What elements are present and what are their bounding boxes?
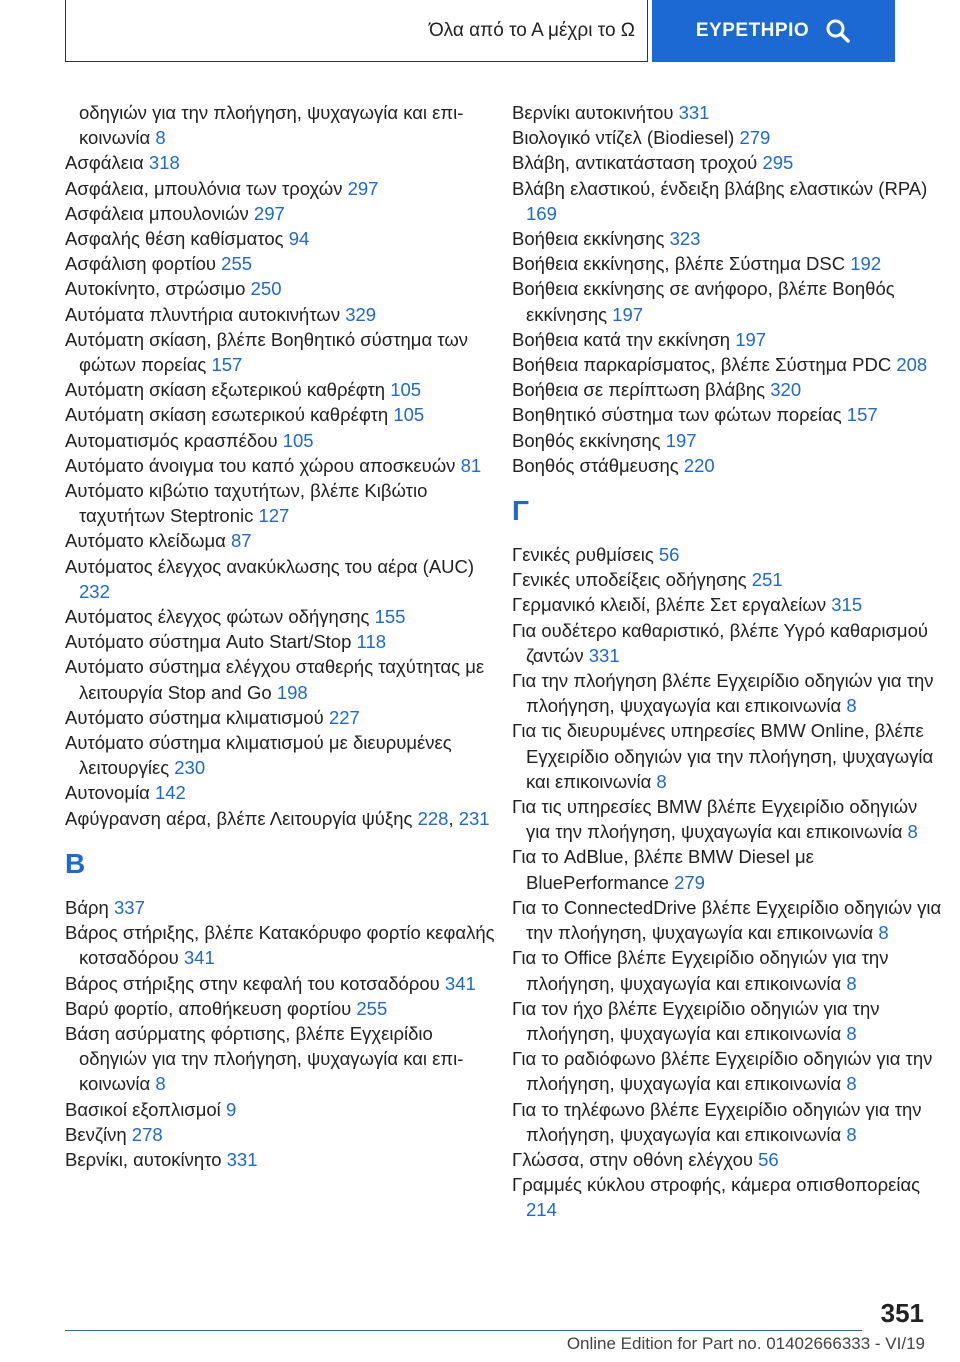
- index-entry: [512, 352, 942, 377]
- index-term: Βάση ασύρματης φόρτισης, βλέπε Εγχειρίδιο οδηγιών για την πλοήγηση, ψυχαγωγία και επικοινωνία: [65, 1022, 464, 1095]
- page-link[interactable]: 331: [226, 1148, 258, 1170]
- index-term: Αυτοκίνητο, στρώσιμο: [65, 278, 246, 300]
- index-entry: [65, 730, 495, 780]
- index-term: Αυτοματισμός κρασπέδου: [65, 429, 278, 451]
- index-term: Αυτόματη σκίαση εξωτερικού καθρέφτη: [65, 379, 386, 401]
- index-term: Αυτόματο σύστημα ελέγχου σταθερής ταχύτητας με λειτουργία Stop and Go: [65, 656, 485, 703]
- index-entry: [65, 327, 495, 377]
- index-entry: [65, 604, 495, 629]
- page-link[interactable]: 279: [739, 127, 771, 149]
- page-link[interactable]: 192: [850, 253, 882, 275]
- index-term: Γλώσσα, στην οθόνη ελέγχου: [512, 1148, 753, 1170]
- index-column-right: [512, 100, 942, 1223]
- index-entry: [65, 705, 495, 730]
- index-entry: [65, 554, 495, 604]
- index-entry: [65, 780, 495, 805]
- page-link[interactable]: 155: [374, 606, 406, 628]
- index-entry: [512, 945, 942, 995]
- index-entry: [65, 1147, 495, 1172]
- index-term: Βοήθεια κατά την εκκίνηση: [512, 328, 731, 350]
- index-entry: [512, 668, 942, 718]
- index-term: Βάρος στήριξης στην κεφαλή του κοτσαδόρου: [65, 972, 440, 994]
- index-entry: [65, 629, 495, 654]
- index-term: Βοήθεια σε περίπτωση βλάβης: [512, 379, 766, 401]
- page-link[interactable]: 228: [417, 807, 449, 829]
- page-link[interactable]: 329: [345, 303, 377, 325]
- index-term: Αυτόματος έλεγχος φώτων οδήγησης: [65, 606, 370, 628]
- page-link[interactable]: 278: [131, 1123, 163, 1145]
- index-entry: [65, 478, 495, 528]
- page-link[interactable]: 227: [328, 706, 360, 728]
- page-separator: ,: [448, 807, 454, 829]
- page-link[interactable]: 323: [669, 228, 701, 250]
- tab-a-to-z-label: Όλα από το Α μέχρι το Ω: [428, 19, 635, 41]
- page-link[interactable]: 8: [878, 922, 889, 944]
- index-term: Βιολογικό ντίζελ (Biodiesel): [512, 127, 735, 149]
- page-link[interactable]: 94: [288, 228, 310, 250]
- index-entry: [65, 654, 495, 704]
- page-link[interactable]: 230: [174, 757, 206, 779]
- page-link[interactable]: 127: [258, 505, 290, 527]
- index-term: Για τον ήχο βλέπε Εγχειρίδιο οδηγιών για την πλοήγηση, ψυχαγωγία και επικοινωνία: [512, 997, 880, 1044]
- index-entry: [65, 176, 495, 201]
- index-entry: [65, 528, 495, 553]
- page-link[interactable]: 8: [155, 1073, 166, 1095]
- page-link[interactable]: 56: [758, 1148, 779, 1170]
- tab-index[interactable]: [652, 0, 895, 62]
- page-link[interactable]: 341: [183, 947, 215, 969]
- index-entry: [65, 150, 495, 175]
- top-navigation: [0, 0, 960, 64]
- index-entry: [65, 276, 495, 301]
- index-entry: [512, 100, 942, 125]
- index-term: Βερνίκι, αυτοκίνητο: [65, 1148, 222, 1170]
- index-entry: [512, 428, 942, 453]
- tab-index-label: ΕΥΡΕΤΗΡΙΟ: [695, 20, 810, 41]
- index-entry: [512, 1046, 942, 1096]
- index-entry: [65, 201, 495, 226]
- index-term: Βενζίνη: [65, 1123, 127, 1145]
- index-entry: [512, 567, 942, 592]
- page-link[interactable]: 105: [393, 404, 425, 426]
- index-entry: [65, 895, 495, 920]
- page-link[interactable]: 297: [347, 177, 379, 199]
- footer-edition: Online Edition for Part no. 01402666333 - VI/19: [566, 1334, 925, 1353]
- index-term: Ασφαλής θέση καθίσματος: [65, 228, 284, 250]
- page-link[interactable]: 250: [250, 278, 282, 300]
- index-entry: [512, 150, 942, 175]
- page-link[interactable]: 105: [390, 379, 422, 401]
- index-entry: [512, 402, 942, 427]
- index-term: Βοήθεια εκκίνησης, βλέπε Σύστημα DSC: [512, 253, 846, 275]
- index-term: Βερνίκι αυτοκινήτου: [512, 102, 674, 123]
- index-letter-heading: Β: [65, 847, 86, 879]
- index-term: Βοήθεια παρκαρίσματος, βλέπε Σύστημα PDC: [512, 354, 892, 376]
- index-term: Αυτόματο κιβώτιο ταχυτήτων, βλέπε Κιβώτιο ταχυτήτων Steptronic: [65, 480, 428, 527]
- index-term: Ασφάλιση φορτίου: [65, 253, 217, 275]
- index-entry: [512, 176, 942, 226]
- index-entry: [512, 542, 942, 567]
- index-term: Αυτόματο άνοιγμα του καπό χώρου αποσκευών: [65, 454, 456, 476]
- page-link[interactable]: 8: [846, 1123, 857, 1145]
- page-link[interactable]: 8: [846, 972, 857, 994]
- page-link[interactable]: 220: [683, 454, 715, 476]
- index-term: Αφύγρανση αέρα, βλέπε Λειτουργία ψύξης: [65, 807, 413, 829]
- index-entry: [512, 718, 942, 794]
- page-link[interactable]: 279: [674, 871, 705, 893]
- page-number: 351: [880, 1298, 924, 1328]
- index-term: Για το τηλέφωνο βλέπε Εγχειρίδιο οδηγιών για την πλοήγηση, ψυχαγωγία και επικοινωνία: [512, 1098, 922, 1145]
- index-entry: [65, 377, 495, 402]
- index-entry: [65, 100, 495, 150]
- index-entry: [512, 276, 942, 326]
- page-link[interactable]: 169: [526, 202, 557, 224]
- index-entry: [512, 592, 942, 617]
- index-term: Για την πλοήγηση βλέπε Εγχειρίδιο οδηγιών για την πλοήγηση, ψυχαγωγία και επικοινωνία: [512, 670, 934, 717]
- index-term: Αυτόματη σκίαση, βλέπε Βοηθητικό σύστημα των φώτων πορείας: [65, 328, 469, 376]
- index-entry: [65, 996, 495, 1021]
- page-link[interactable]: 8: [846, 1022, 857, 1044]
- page-link[interactable]: 9: [225, 1098, 237, 1120]
- index-entry: [512, 1172, 942, 1222]
- page-link[interactable]: 320: [770, 379, 802, 401]
- index-term: Αυτόματο σύστημα Auto Start/Stop: [65, 631, 352, 653]
- page-link[interactable]: 157: [846, 404, 878, 426]
- index-term: Γενικές υποδείξεις οδήγησης: [512, 569, 747, 591]
- index-term: Αυτονομία: [65, 782, 150, 804]
- page-link[interactable]: 8: [846, 1073, 857, 1095]
- index-term: Αυτόματο κλείδωμα: [65, 530, 226, 552]
- page-link[interactable]: 297: [253, 202, 285, 224]
- index-entry: [65, 1097, 495, 1122]
- page-link[interactable]: 105: [282, 429, 314, 451]
- index-term: Βάρη: [65, 896, 109, 918]
- page-link[interactable]: 8: [155, 127, 166, 149]
- page-link[interactable]: 8: [846, 695, 857, 717]
- index-term: Αυτόματο σύστημα κλιματισμού: [65, 706, 324, 728]
- index-term: Για το Office βλέπε Εγχειρίδιο οδηγιών για την πλοήγηση, ψυχαγωγία και επικοινωνία: [512, 947, 889, 994]
- index-entry: [512, 996, 942, 1046]
- index-term: Βοηθός στάθμευσης: [512, 454, 679, 476]
- index-term: Βοηθός εκκίνησης: [512, 429, 661, 451]
- page-link[interactable]: 255: [356, 997, 388, 1019]
- index-entry: [512, 377, 942, 402]
- index-entry: [65, 453, 495, 478]
- index-entry: [512, 327, 942, 352]
- index-entry: [512, 226, 942, 251]
- page-link[interactable]: 232: [79, 580, 110, 602]
- index-entry: [512, 453, 942, 478]
- index-column-left: [65, 100, 495, 1172]
- index-entry: [512, 618, 942, 668]
- page-link[interactable]: 331: [588, 644, 620, 666]
- index-entry: [512, 794, 942, 844]
- index-term: Για τις υπηρεσίες BMW βλέπε Εγχειρίδιο οδηγιών για την πλοήγηση, ψυχαγωγία και επικοινωνία: [512, 796, 918, 843]
- page-link[interactable]: 157: [211, 354, 243, 376]
- tab-a-to-z[interactable]: [65, 0, 648, 62]
- index-entry: [65, 402, 495, 427]
- index-term: Βαρύ φορτίο, αποθήκευση φορτίου: [65, 997, 352, 1019]
- index-entry: [65, 251, 495, 276]
- index-entry: [65, 1122, 495, 1147]
- index-term: Αυτόματα πλυντήρια αυτοκινήτων: [65, 303, 341, 325]
- index-term: Αυτόματο σύστημα κλιματισμού με διευρυμένες λειτουργίες: [65, 732, 452, 779]
- page-link[interactable]: 255: [221, 253, 253, 275]
- page-link[interactable]: 56: [658, 544, 680, 566]
- index-entry: [65, 971, 495, 996]
- index-entry: [65, 806, 495, 831]
- page-link[interactable]: 8: [907, 821, 918, 843]
- page-link[interactable]: 197: [612, 303, 644, 325]
- page-link[interactable]: 198: [276, 681, 308, 703]
- page-link[interactable]: 251: [751, 569, 783, 591]
- index-term: Βοήθεια εκκίνησης: [512, 228, 665, 250]
- index-term: Για το AdBlue, βλέπε BMW Diesel με BluePerformance: [512, 846, 814, 893]
- index-entry: [65, 1021, 495, 1097]
- index-term: Για ουδέτερο καθαριστικό, βλέπε Υγρό καθαρισμού ζαντών: [512, 619, 928, 666]
- index-term: Γραμμές κύκλου στροφής, κάμερα οπισθοπορείας: [512, 1174, 921, 1196]
- index-entry: [512, 844, 942, 894]
- page-link[interactable]: 337: [114, 896, 145, 918]
- page-link[interactable]: 315: [831, 594, 863, 616]
- index-entry: [512, 251, 942, 276]
- index-term: Γερμανικό κλειδί, βλέπε Σετ εργαλείων: [512, 594, 827, 616]
- index-term: Ασφάλεια μπουλονιών: [65, 202, 249, 224]
- index-entry: [512, 125, 942, 150]
- page-link[interactable]: 81: [460, 454, 482, 476]
- page-link[interactable]: 197: [665, 429, 697, 451]
- index-letter-heading: Γ: [512, 495, 529, 527]
- index-entry: [512, 895, 942, 945]
- page-link[interactable]: 231: [458, 807, 490, 829]
- index-term: Βλάβη ελαστικού, ένδειξη βλάβης ελαστικών (RPA): [512, 177, 928, 199]
- index-term: Γενικές ρυθμίσεις: [512, 544, 654, 566]
- index-term: Βλάβη, αντικατάσταση τροχού: [512, 152, 758, 174]
- index-term: Για τις διευρυμένες υπηρεσίες BMW Online, βλέπε Εγχειρίδιο οδηγιών για την πλοήγηση, ψυχαγωγία και επικοινωνία: [512, 720, 934, 792]
- index-term: Αυτόματη σκίαση εσωτερικού καθρέφτη: [65, 404, 389, 426]
- index-term: οδηγιών για την πλοήγηση, ψυχαγωγία και επικοινωνία: [79, 102, 464, 149]
- index-term: Ασφάλεια: [65, 152, 144, 174]
- index-term: Βοηθητικό σύστημα των φώτων πορείας: [512, 404, 842, 426]
- index-entry: [65, 302, 495, 327]
- page-link[interactable]: 87: [230, 530, 252, 552]
- page-link[interactable]: 331: [678, 102, 710, 123]
- page-link[interactable]: 318: [148, 152, 180, 174]
- page-link[interactable]: 341: [444, 972, 476, 994]
- index-term: Για το ραδιόφωνο βλέπε Εγχειρίδιο οδηγιών για την πλοήγηση, ψυχαγωγία και επικοινωνία: [512, 1048, 933, 1095]
- footer-divider: [65, 1330, 862, 1331]
- index-term: Για το ConnectedDrive βλέπε Εγχειρίδιο οδηγιών για την πλοήγηση, ψυχαγωγία και επικοινωνία: [512, 896, 942, 944]
- search-icon[interactable]: [825, 18, 851, 44]
- index-term: Αυτόματος έλεγχος ανακύκλωσης του αέρα (AUC): [65, 555, 475, 577]
- index-entry: [65, 428, 495, 453]
- index-entry: [65, 920, 495, 970]
- index-term: Ασφάλεια, μπουλόνια των τροχών: [65, 177, 343, 199]
- page-link[interactable]: 118: [356, 631, 387, 653]
- page-link[interactable]: 142: [154, 782, 186, 804]
- index-entry: [512, 1147, 942, 1172]
- page-link[interactable]: 214: [526, 1199, 557, 1221]
- index-entry: [512, 1097, 942, 1147]
- index-term: Βάρος στήριξης, βλέπε Κατακόρυφο φορτίο κεφαλής κοτσαδόρου: [65, 922, 495, 969]
- page-link[interactable]: 208: [896, 354, 928, 376]
- index-entry: [65, 226, 495, 251]
- index-term: Βοήθεια εκκίνησης σε ανήφορο, βλέπε Βοηθός εκκίνησης: [512, 278, 895, 325]
- page-link[interactable]: 197: [735, 328, 767, 350]
- index-term: Βασικοί εξοπλισμοί: [65, 1098, 221, 1120]
- page-link[interactable]: 295: [762, 152, 794, 174]
- page-link[interactable]: 8: [656, 770, 667, 792]
